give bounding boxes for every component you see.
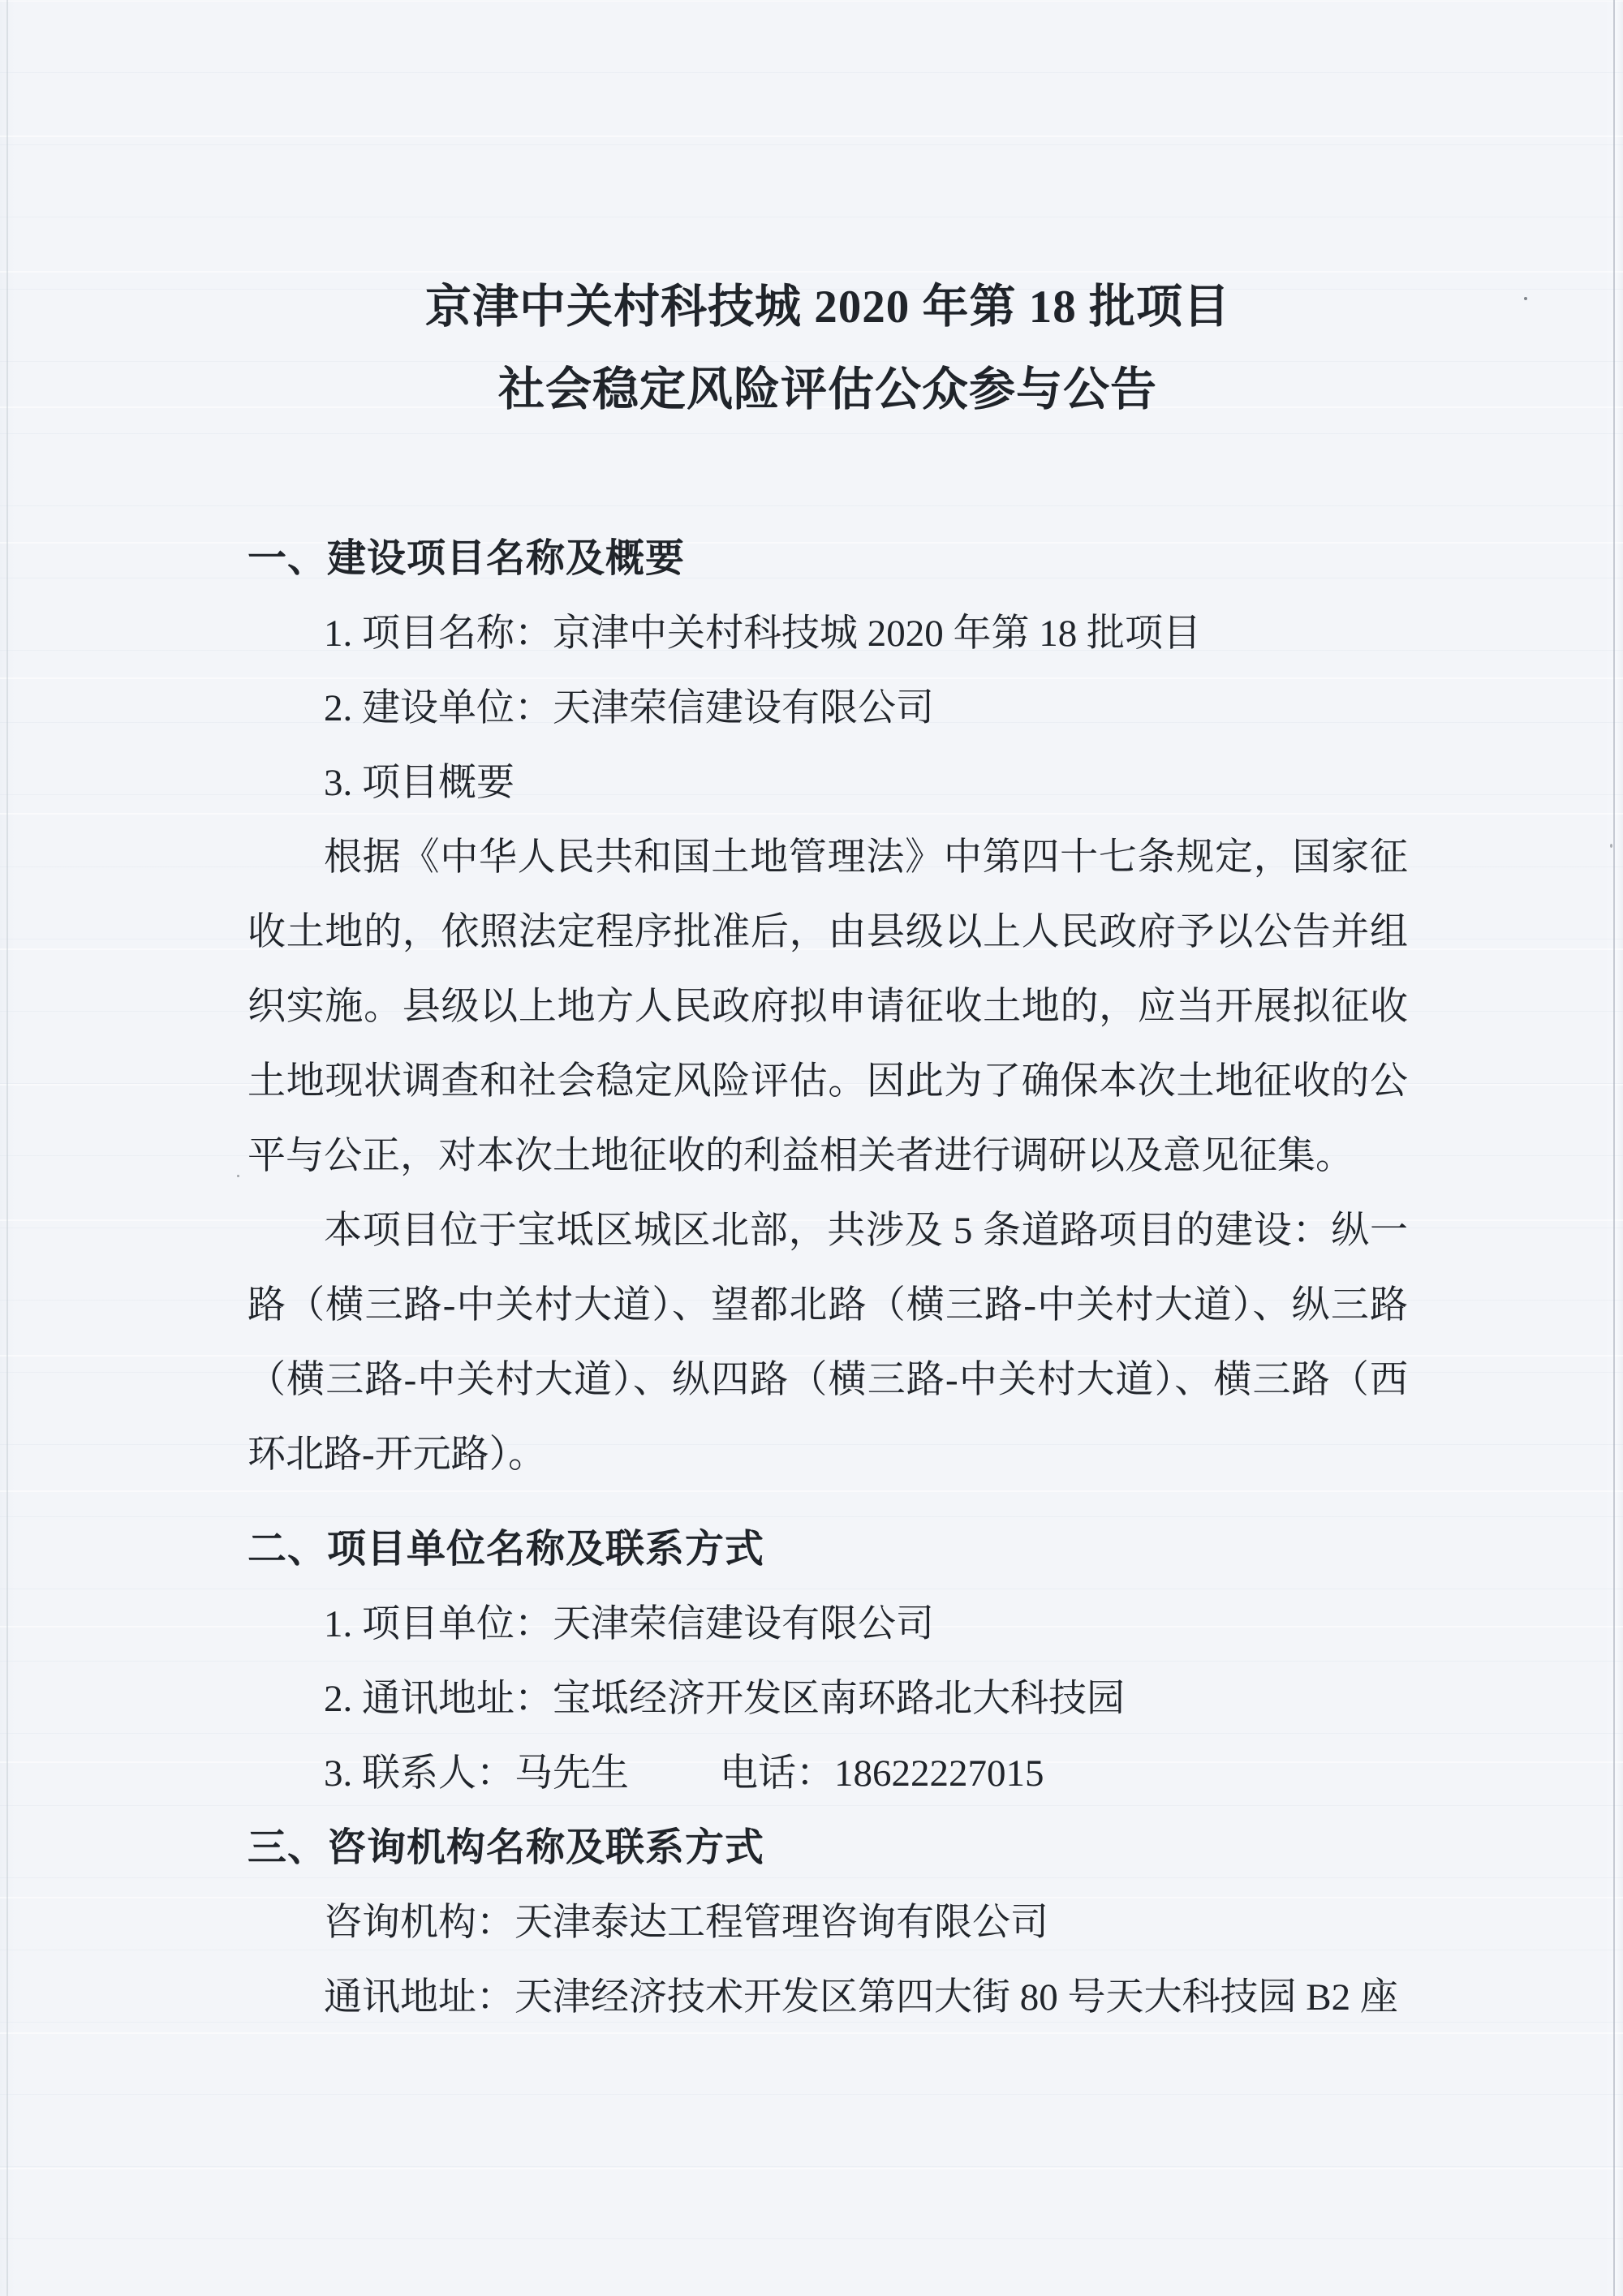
scan-speck (237, 1175, 239, 1177)
contact-phone: 电话：18622227015 (720, 1752, 1044, 1795)
paper-edge-left (6, 0, 8, 2296)
paper-edge-right (1613, 0, 1615, 2296)
section1-item-project-summary: 3. 项目概要 (324, 762, 514, 804)
section2-item-project-unit: 1. 项目单位：天津荣信建设有限公司 (324, 1603, 934, 1645)
section3-line-consulting-agency: 咨询机构：天津泰达工程管理咨询有限公司 (324, 1902, 1048, 1944)
section1-paragraph-project-location: 本项目位于宝坻区城区北部，共涉及 5 条道路项目的建设：纵一路（横三路-中关村大道）、望都北路（横三路-中关村大道）、纵三路（横三路-中关村大道）、纵四路（横三路-中关村大道）、横三路（西环北路-开元路）。 (248, 1210, 1408, 1476)
section2-heading: 二、项目单位名称及联系方式 (248, 1528, 765, 1571)
section2-item-mailing-address: 2. 通讯地址：宝坻经济开发区南环路北大科技园 (324, 1678, 1125, 1720)
section1-item-project-name: 1. 项目名称：京津中关村科技城 2020 年第 18 批项目 (324, 613, 1201, 655)
section2-item-contact (248, 1736, 1408, 1811)
document-title-line2: 社会稳定风险评估公众参与公告 (498, 364, 1157, 415)
document-title-line1: 京津中关村科技城 2020 年第 18 批项目 (425, 282, 1230, 333)
contact-person: 3. 联系人：马先生 (324, 1752, 629, 1795)
scan-speck (1610, 844, 1612, 848)
section3-heading: 三、咨询机构名称及联系方式 (248, 1826, 765, 1869)
section1-item-construction-unit: 2. 建设单位：天津荣信建设有限公司 (324, 687, 934, 729)
section1-paragraph-legal-basis: 根据《中华人民共和国土地管理法》中第四十七条规定，国家征收土地的，依照法定程序批准后，由县级以上人民政府予以公告并组织实施。县级以上地方人民政府拟申请征收土地的，应当开展拟征收土地现状调查和社会稳定风险评估。因此为了确保本次土地征收的公平与公正，对本次土地征收的利益相关者进行调研以及意见征集。 (248, 836, 1408, 1177)
scan-speck (1524, 297, 1527, 300)
document-content (248, 266, 1408, 2035)
section3-line-mailing-address: 通讯地址：天津经济技术开发区第四大街 80 号天大科技园 B2 座 (324, 1976, 1398, 2019)
section1-heading: 一、建设项目名称及概要 (248, 537, 686, 580)
